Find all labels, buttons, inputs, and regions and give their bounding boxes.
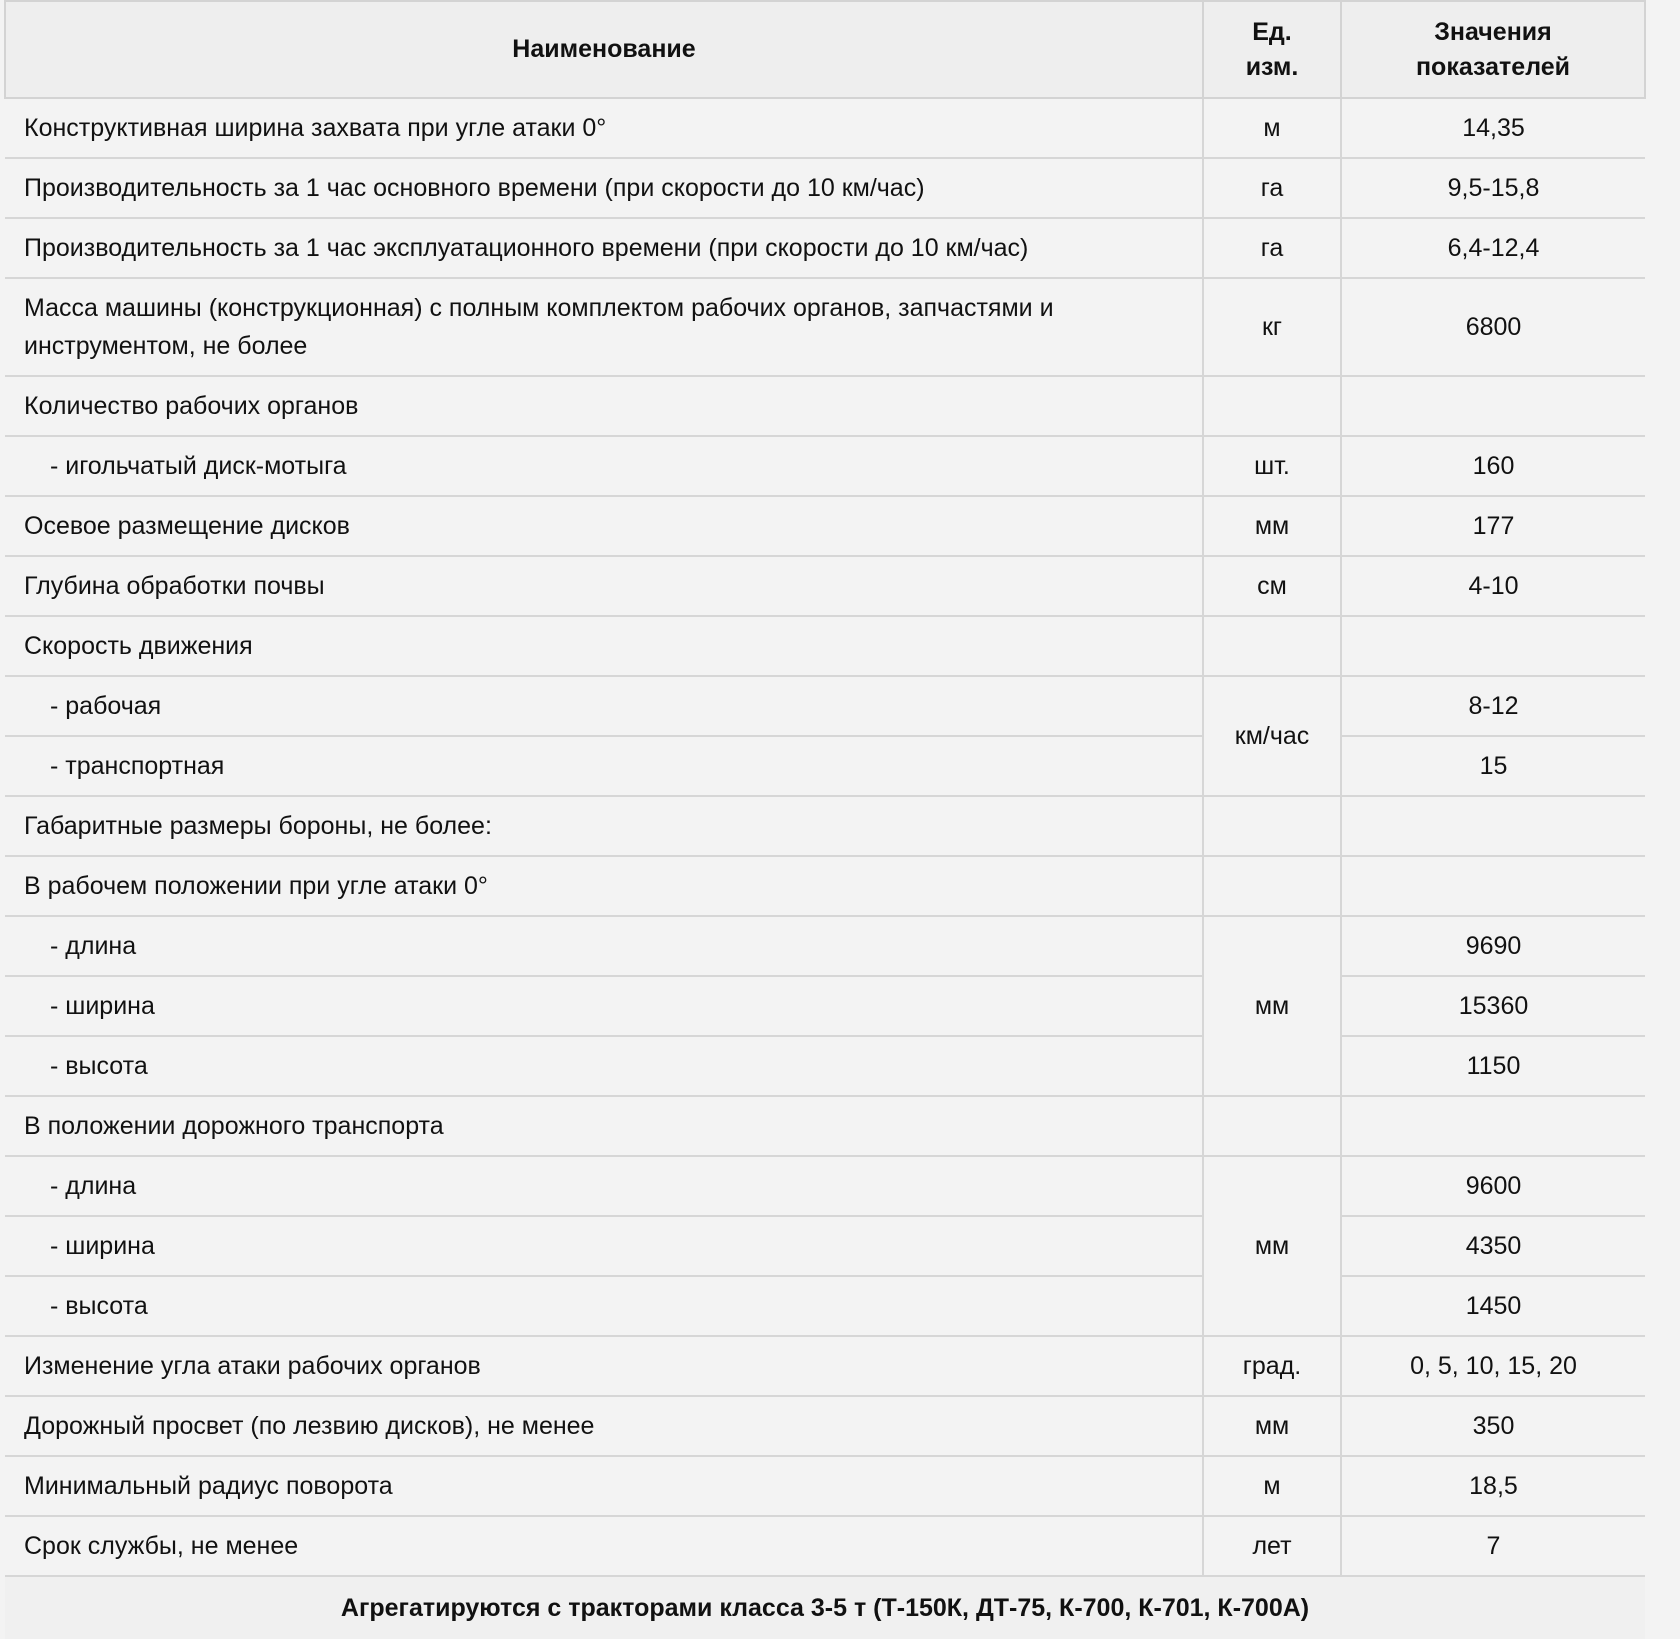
row-name: Осевое размещение дисков bbox=[5, 496, 1203, 556]
table-row bbox=[5, 436, 1645, 496]
header-unit bbox=[1203, 1, 1341, 98]
row-name: Производительность за 1 час эксплуатационного времени (при скорости до 10 км/час) bbox=[5, 218, 1203, 278]
row-name: В рабочем положении при угле атаки 0° bbox=[5, 856, 1203, 916]
row-name: Срок службы, не менее bbox=[5, 1516, 1203, 1576]
header-value-line2: показателей bbox=[1415, 52, 1571, 81]
table-row bbox=[5, 796, 1645, 856]
row-name: Изменение угла атаки рабочих органов bbox=[5, 1336, 1203, 1396]
table-row bbox=[5, 1516, 1645, 1576]
table-row bbox=[5, 616, 1645, 676]
table-row bbox=[5, 1276, 1645, 1336]
header-unit-line2: изм. bbox=[1245, 52, 1299, 81]
row-unit: мм bbox=[1203, 1156, 1341, 1336]
row-name: Минимальный радиус поворота bbox=[5, 1456, 1203, 1516]
header-unit-line1: Ед. bbox=[1252, 17, 1292, 46]
table-row bbox=[5, 1096, 1645, 1156]
row-unit: кг bbox=[1203, 278, 1341, 376]
row-name: - транспортная bbox=[5, 736, 1203, 796]
row-name: - высота bbox=[5, 1036, 1203, 1096]
row-name-line2: инструментом, не более bbox=[24, 332, 308, 360]
row-unit: шт. bbox=[1203, 436, 1341, 496]
row-name: В положении дорожного транспорта bbox=[5, 1096, 1203, 1156]
row-value: 160 bbox=[1341, 436, 1645, 496]
row-name: - рабочая bbox=[5, 676, 1203, 736]
row-value: 0, 5, 10, 15, 20 bbox=[1341, 1336, 1645, 1396]
row-unit bbox=[1203, 796, 1341, 856]
row-unit: лет bbox=[1203, 1516, 1341, 1576]
row-value: 9690 bbox=[1341, 916, 1645, 976]
row-value: 1150 bbox=[1341, 1036, 1645, 1096]
table-footer-row bbox=[5, 1576, 1645, 1639]
row-value: 9600 bbox=[1341, 1156, 1645, 1216]
table-row bbox=[5, 1036, 1645, 1096]
row-name: - игольчатый диск-мотыга bbox=[5, 436, 1203, 496]
table-header-row bbox=[5, 1, 1645, 98]
row-name: Дорожный просвет (по лезвию дисков), не менее bbox=[5, 1396, 1203, 1456]
row-unit: мм bbox=[1203, 1396, 1341, 1456]
header-value bbox=[1341, 1, 1645, 98]
row-value: 15 bbox=[1341, 736, 1645, 796]
row-unit: м bbox=[1203, 98, 1341, 158]
row-unit: м bbox=[1203, 1456, 1341, 1516]
header-name: Наименование bbox=[5, 1, 1203, 98]
row-name: Габаритные размеры бороны, не более: bbox=[5, 796, 1203, 856]
row-unit: га bbox=[1203, 158, 1341, 218]
table-row bbox=[5, 278, 1645, 376]
row-unit: мм bbox=[1203, 496, 1341, 556]
row-name: Конструктивная ширина захвата при угле атаки 0° bbox=[5, 98, 1203, 158]
row-value: 6,4-12,4 bbox=[1341, 218, 1645, 278]
table-row bbox=[5, 1396, 1645, 1456]
row-name: - ширина bbox=[5, 1216, 1203, 1276]
row-value: 6800 bbox=[1341, 278, 1645, 376]
table-row bbox=[5, 158, 1645, 218]
row-value: 7 bbox=[1341, 1516, 1645, 1576]
row-value: 1450 bbox=[1341, 1276, 1645, 1336]
row-unit bbox=[1203, 616, 1341, 676]
table-row bbox=[5, 916, 1645, 976]
row-value: 18,5 bbox=[1341, 1456, 1645, 1516]
table-row bbox=[5, 1156, 1645, 1216]
row-value: 8-12 bbox=[1341, 676, 1645, 736]
row-unit: град. bbox=[1203, 1336, 1341, 1396]
table-row bbox=[5, 376, 1645, 436]
row-name: - длина bbox=[5, 916, 1203, 976]
row-value: 177 bbox=[1341, 496, 1645, 556]
row-unit: мм bbox=[1203, 916, 1341, 1096]
row-value: 4-10 bbox=[1341, 556, 1645, 616]
row-name: - высота bbox=[5, 1276, 1203, 1336]
row-unit: км/час bbox=[1203, 676, 1341, 796]
table-row bbox=[5, 98, 1645, 158]
row-value: 15360 bbox=[1341, 976, 1645, 1036]
row-value: 14,35 bbox=[1341, 98, 1645, 158]
row-value: 350 bbox=[1341, 1396, 1645, 1456]
row-unit bbox=[1203, 1096, 1341, 1156]
table-row bbox=[5, 556, 1645, 616]
row-value bbox=[1341, 616, 1645, 676]
row-name: Количество рабочих органов bbox=[5, 376, 1203, 436]
table-row bbox=[5, 1336, 1645, 1396]
table-row bbox=[5, 676, 1645, 736]
table-row bbox=[5, 1216, 1645, 1276]
table-row bbox=[5, 976, 1645, 1036]
row-name: - длина bbox=[5, 1156, 1203, 1216]
table-row bbox=[5, 736, 1645, 796]
row-unit bbox=[1203, 856, 1341, 916]
specifications-table bbox=[4, 0, 1646, 1639]
row-value bbox=[1341, 856, 1645, 916]
row-name: Производительность за 1 час основного времени (при скорости до 10 км/час) bbox=[5, 158, 1203, 218]
row-value bbox=[1341, 1096, 1645, 1156]
footer-note: Агрегатируются с тракторами класса 3-5 т (Т-150К, ДТ-75, К-700, К-701, К-700А) bbox=[5, 1576, 1645, 1639]
row-unit: см bbox=[1203, 556, 1341, 616]
table-row bbox=[5, 496, 1645, 556]
table-row bbox=[5, 1456, 1645, 1516]
row-name-line1: Масса машины (конструкционная) с полным комплектом рабочих органов, запчастями и bbox=[24, 294, 1054, 322]
row-value: 4350 bbox=[1341, 1216, 1645, 1276]
row-name: Скорость движения bbox=[5, 616, 1203, 676]
row-value: 9,5-15,8 bbox=[1341, 158, 1645, 218]
row-name bbox=[5, 278, 1203, 376]
row-unit: га bbox=[1203, 218, 1341, 278]
header-value-line1: Значения bbox=[1434, 17, 1552, 46]
table-row bbox=[5, 218, 1645, 278]
row-value bbox=[1341, 796, 1645, 856]
row-value bbox=[1341, 376, 1645, 436]
row-unit bbox=[1203, 376, 1341, 436]
row-name: Глубина обработки почвы bbox=[5, 556, 1203, 616]
row-name: - ширина bbox=[5, 976, 1203, 1036]
table-row bbox=[5, 856, 1645, 916]
